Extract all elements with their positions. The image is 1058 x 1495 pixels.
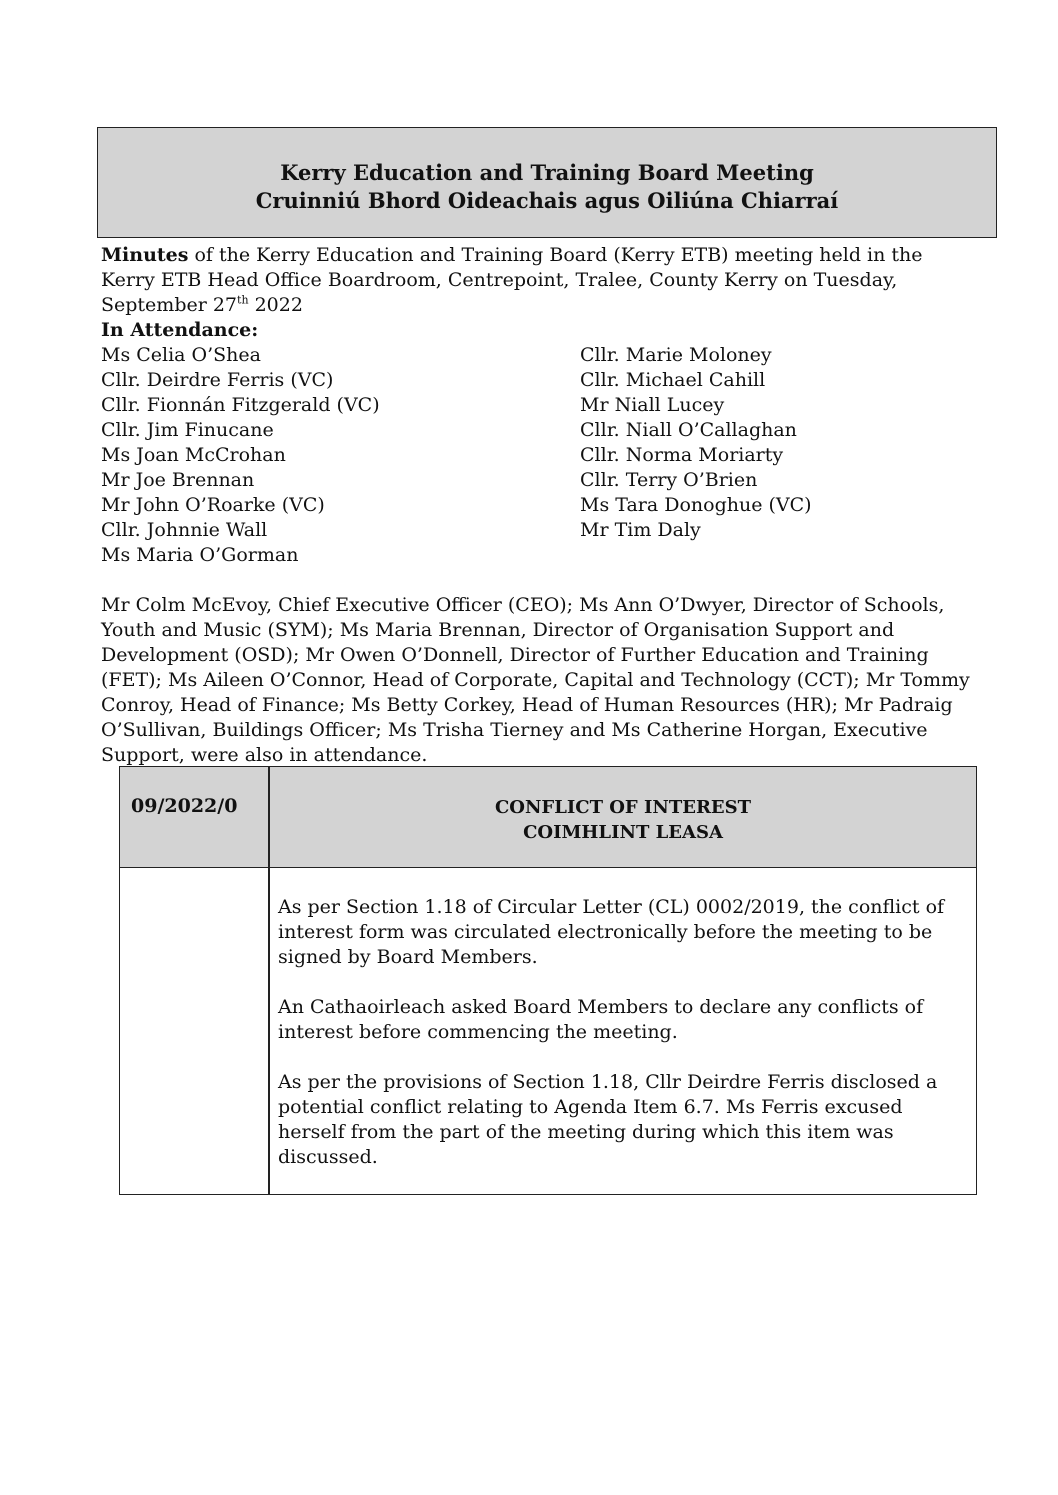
agenda-item-number: 09/2022/0 [131,795,238,817]
attendee: Cllr. Fionnán Fitzgerald (VC) [101,394,380,416]
attendance-list-right [580,343,812,543]
attendee: Mr Tim Daly [580,519,701,541]
agenda-item-title-english: CONFLICT OF INTEREST [494,797,752,818]
agenda-item-title [270,795,976,845]
attendee: Ms Joan McCrohan [101,444,286,466]
minutes-intro-year: 2022 [248,294,303,316]
document-title-box [97,127,997,238]
staff-in-attendance: Mr Colm McEvoy, Chief Executive Officer (CEO); Ms Ann O’Dwyer, Director of Schools, Youth and Music (SYM); Ms Maria Brennan, Director of Organisation Support and Development (OSD); Mr Owen O’Donnell, Director of Further Education and Training (FET); Ms Aileen O’Connor, Head of Corporate, Capital and Technology (CCT); Mr Tommy Conroy, Head of Finance; Ms Betty Corkey, Head of Human Resources (HR); Mr Padraig O’Sullivan, Buildings Officer; Ms Trisha Tierney and Ms Catherine Horgan, Executive Support, were also in attendance. [101,594,970,766]
title-english: Kerry Education and Training Board Meeting [280,160,814,185]
agenda-item-table [119,766,977,1195]
attendance-list-left [101,343,380,568]
attendee: Cllr. Jim Finucane [101,419,274,441]
date-superscript: th [237,293,249,307]
attendee: Ms Celia O’Shea [101,344,261,366]
agenda-item-paragraph: As per the provisions of Section 1.18, Cllr Deirdre Ferris disclosed a potential conflict relating to Agenda Item 6.7. Ms Ferris excused herself from the part of the meeting during which this item was discussed. [278,1071,938,1168]
attendee: Mr Niall Lucey [580,394,725,416]
attendee: Ms Maria O’Gorman [101,544,299,566]
attendee: Mr John O’Roarke (VC) [101,494,325,516]
attendee: Cllr. Norma Moriarty [580,444,784,466]
attendee: Mr Joe Brennan [101,469,255,491]
title-irish: Cruinniú Bhord Oideachais agus Oiliúna Chiarraí [255,188,839,213]
attendee: Cllr. Johnnie Wall [101,519,268,541]
attendee: Cllr. Terry O’Brien [580,469,758,491]
minutes-intro-text: of the Kerry Education and Training Board (Kerry ETB) meeting held in the Kerry ETB Head Office Boardroom, Centrepoint, Tralee, County Kerry on Tuesday, September 27 [101,244,923,316]
attendee: Cllr. Marie Moloney [580,344,772,366]
attendee: Ms Tara Donoghue (VC) [580,494,812,516]
agenda-item-title-irish: COIMHLINT LEASA [523,822,723,843]
attendance-heading: In Attendance: [101,319,259,341]
minutes-intro [101,243,981,318]
attendee: Cllr. Michael Cahill [580,369,766,391]
agenda-item-paragraph: An Cathaoirleach asked Board Members to declare any conflicts of interest before commencing the meeting. [278,996,924,1043]
agenda-item-body [278,895,968,1195]
minutes-lead: Minutes [101,244,189,266]
attendee: Cllr. Niall O’Callaghan [580,419,797,441]
attendee: Cllr. Deirdre Ferris (VC) [101,369,334,391]
agenda-item-paragraph: As per Section 1.18 of Circular Letter (CL) 0002/2019, the conflict of interest form was circulated electronically before the meeting to be signed by Board Members. [278,896,945,968]
